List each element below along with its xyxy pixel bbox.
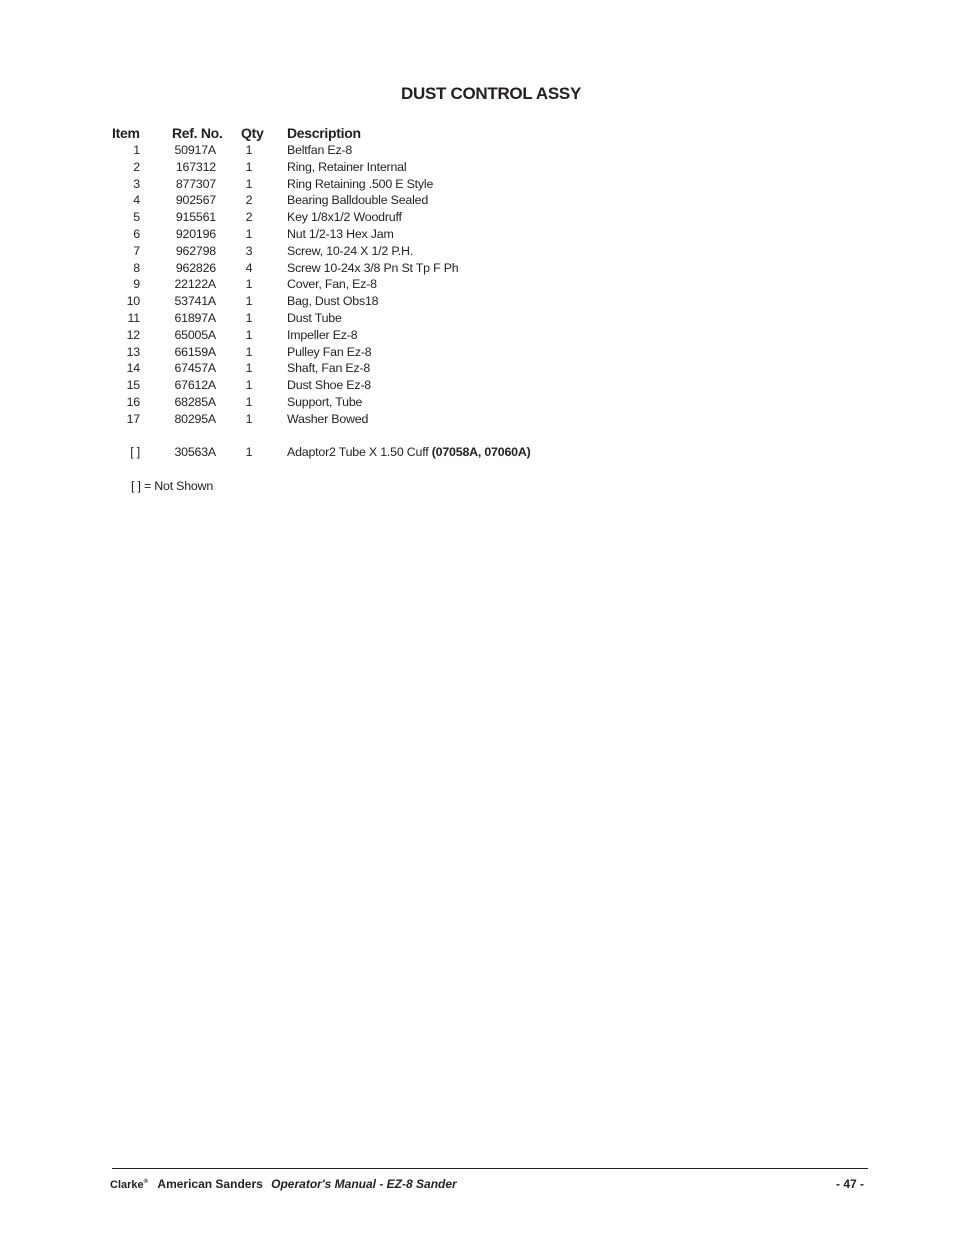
cell-qty: 1	[245, 226, 253, 241]
cell-qty: 1	[245, 445, 253, 460]
company-name: American Sanders	[157, 1177, 263, 1191]
cell-qty: 2	[245, 210, 253, 225]
manual-title: Operator's Manual - EZ-8 Sander	[271, 1177, 457, 1191]
cell-item: 10	[126, 294, 140, 309]
model-numbers: (07058A, 07060A)	[431, 445, 531, 460]
cell-ref-no: 61897A	[174, 310, 216, 325]
cell-ref-no: 877307	[175, 176, 216, 191]
description-text: Adaptor2 Tube X 1.50 Cuff	[287, 445, 432, 460]
cell-qty: 1	[245, 378, 253, 393]
cell-item: 6	[133, 226, 140, 241]
cell-qty: 1	[245, 176, 253, 191]
cell-qty: 1	[245, 310, 253, 325]
cell-item: 4	[133, 193, 140, 208]
page-title: DUST CONTROL ASSY	[400, 84, 582, 103]
cell-description: Screw 10-24x 3/8 Pn St Tp F Ph	[287, 260, 459, 275]
cell-ref-no: 66159A	[174, 344, 216, 359]
not-shown-note: [ ] = Not Shown	[131, 479, 214, 493]
cell-description: Dust Shoe Ez-8	[287, 378, 371, 393]
cell-ref-no: 962826	[175, 260, 216, 275]
header-qty: Qty	[241, 125, 264, 141]
cell-item: 13	[126, 344, 140, 359]
cell-description: Nut 1/2-13 Hex Jam	[287, 226, 394, 241]
cell-description: Support, Tube	[287, 394, 363, 409]
cell-qty: 1	[245, 143, 253, 157]
brand-name: Clarke	[110, 1179, 144, 1191]
cell-ref-no: 67457A	[174, 361, 216, 376]
cell-qty: 1	[245, 361, 253, 376]
cell-ref-no: 962798	[175, 243, 216, 258]
header-description: Description	[287, 125, 361, 141]
cell-description: Impeller Ez-8	[287, 327, 358, 342]
cell-item: 17	[126, 411, 140, 426]
cell-ref-no: 80295A	[174, 411, 216, 426]
cell-ref-no: 68285A	[174, 394, 216, 409]
cell-ref-no: 902567	[175, 193, 216, 208]
cell-ref-no: 915561	[175, 210, 216, 225]
cell-qty: 1	[245, 294, 253, 309]
cell-qty: 1	[245, 159, 253, 174]
cell-ref-no: 65005A	[174, 327, 216, 342]
cell-item: 11	[127, 310, 140, 325]
cell-description: Cover, Fan, Ez-8	[287, 277, 377, 292]
cell-ref-no: 22122A	[174, 277, 216, 292]
cell-item: 14	[126, 361, 140, 376]
cell-item: 2	[133, 159, 140, 174]
cell-description: Bag, Dust Obs18	[287, 294, 379, 309]
cell-description: Ring Retaining .500 E Style	[287, 176, 434, 191]
cell-ref-no: 53741A	[174, 294, 216, 309]
page-number: - 47 -	[835, 1177, 864, 1191]
cell-ref-no: 167312	[175, 159, 216, 174]
cell-item: 7	[133, 243, 140, 258]
cell-item: 16	[126, 394, 140, 409]
page-footer	[110, 1177, 864, 1195]
cell-qty: 3	[245, 243, 253, 258]
cell-item: 12	[126, 327, 140, 342]
cell-item: 8	[133, 260, 140, 275]
cell-item: 9	[133, 277, 140, 292]
cell-description: Washer Bowed	[287, 411, 369, 426]
cell-item: 5	[133, 210, 140, 225]
cell-item: 1	[133, 143, 140, 157]
cell-item: [ ]	[130, 445, 140, 460]
cell-qty: 1	[245, 327, 253, 342]
cell-qty: 1	[245, 344, 253, 359]
cell-qty: 4	[245, 260, 253, 275]
cell-description: Bearing Balldouble Sealed	[287, 193, 429, 208]
cell-qty: 1	[245, 277, 253, 292]
header-item: Item	[112, 125, 140, 141]
header-ref-no: Ref. No.	[172, 125, 223, 141]
cell-description: Pulley Fan Ez-8	[287, 344, 372, 359]
cell-item: 15	[126, 378, 140, 393]
cell-description: Dust Tube	[287, 310, 342, 325]
cell-qty: 2	[245, 193, 253, 208]
cell-description: Shaft, Fan Ez-8	[287, 361, 371, 376]
cell-qty: 1	[245, 411, 253, 426]
cell-qty: 1	[245, 394, 253, 409]
cell-ref-no: 50917A	[174, 143, 216, 157]
cell-description: Beltfan Ez-8	[287, 143, 353, 157]
cell-ref-no: 67612A	[174, 378, 216, 393]
cell-description: Ring, Retainer Internal	[287, 159, 407, 174]
cell-ref-no: 920196	[175, 226, 216, 241]
cell-description: Key 1/8x1/2 Woodruff	[287, 210, 402, 225]
cell-ref-no: 30563A	[174, 445, 216, 460]
cell-description: Screw, 10-24 X 1/2 P.H.	[287, 243, 414, 258]
cell-item: 3	[133, 176, 140, 191]
registered-mark: ®	[143, 1179, 149, 1185]
footer-divider	[112, 1168, 868, 1169]
cell-description	[287, 444, 531, 461]
